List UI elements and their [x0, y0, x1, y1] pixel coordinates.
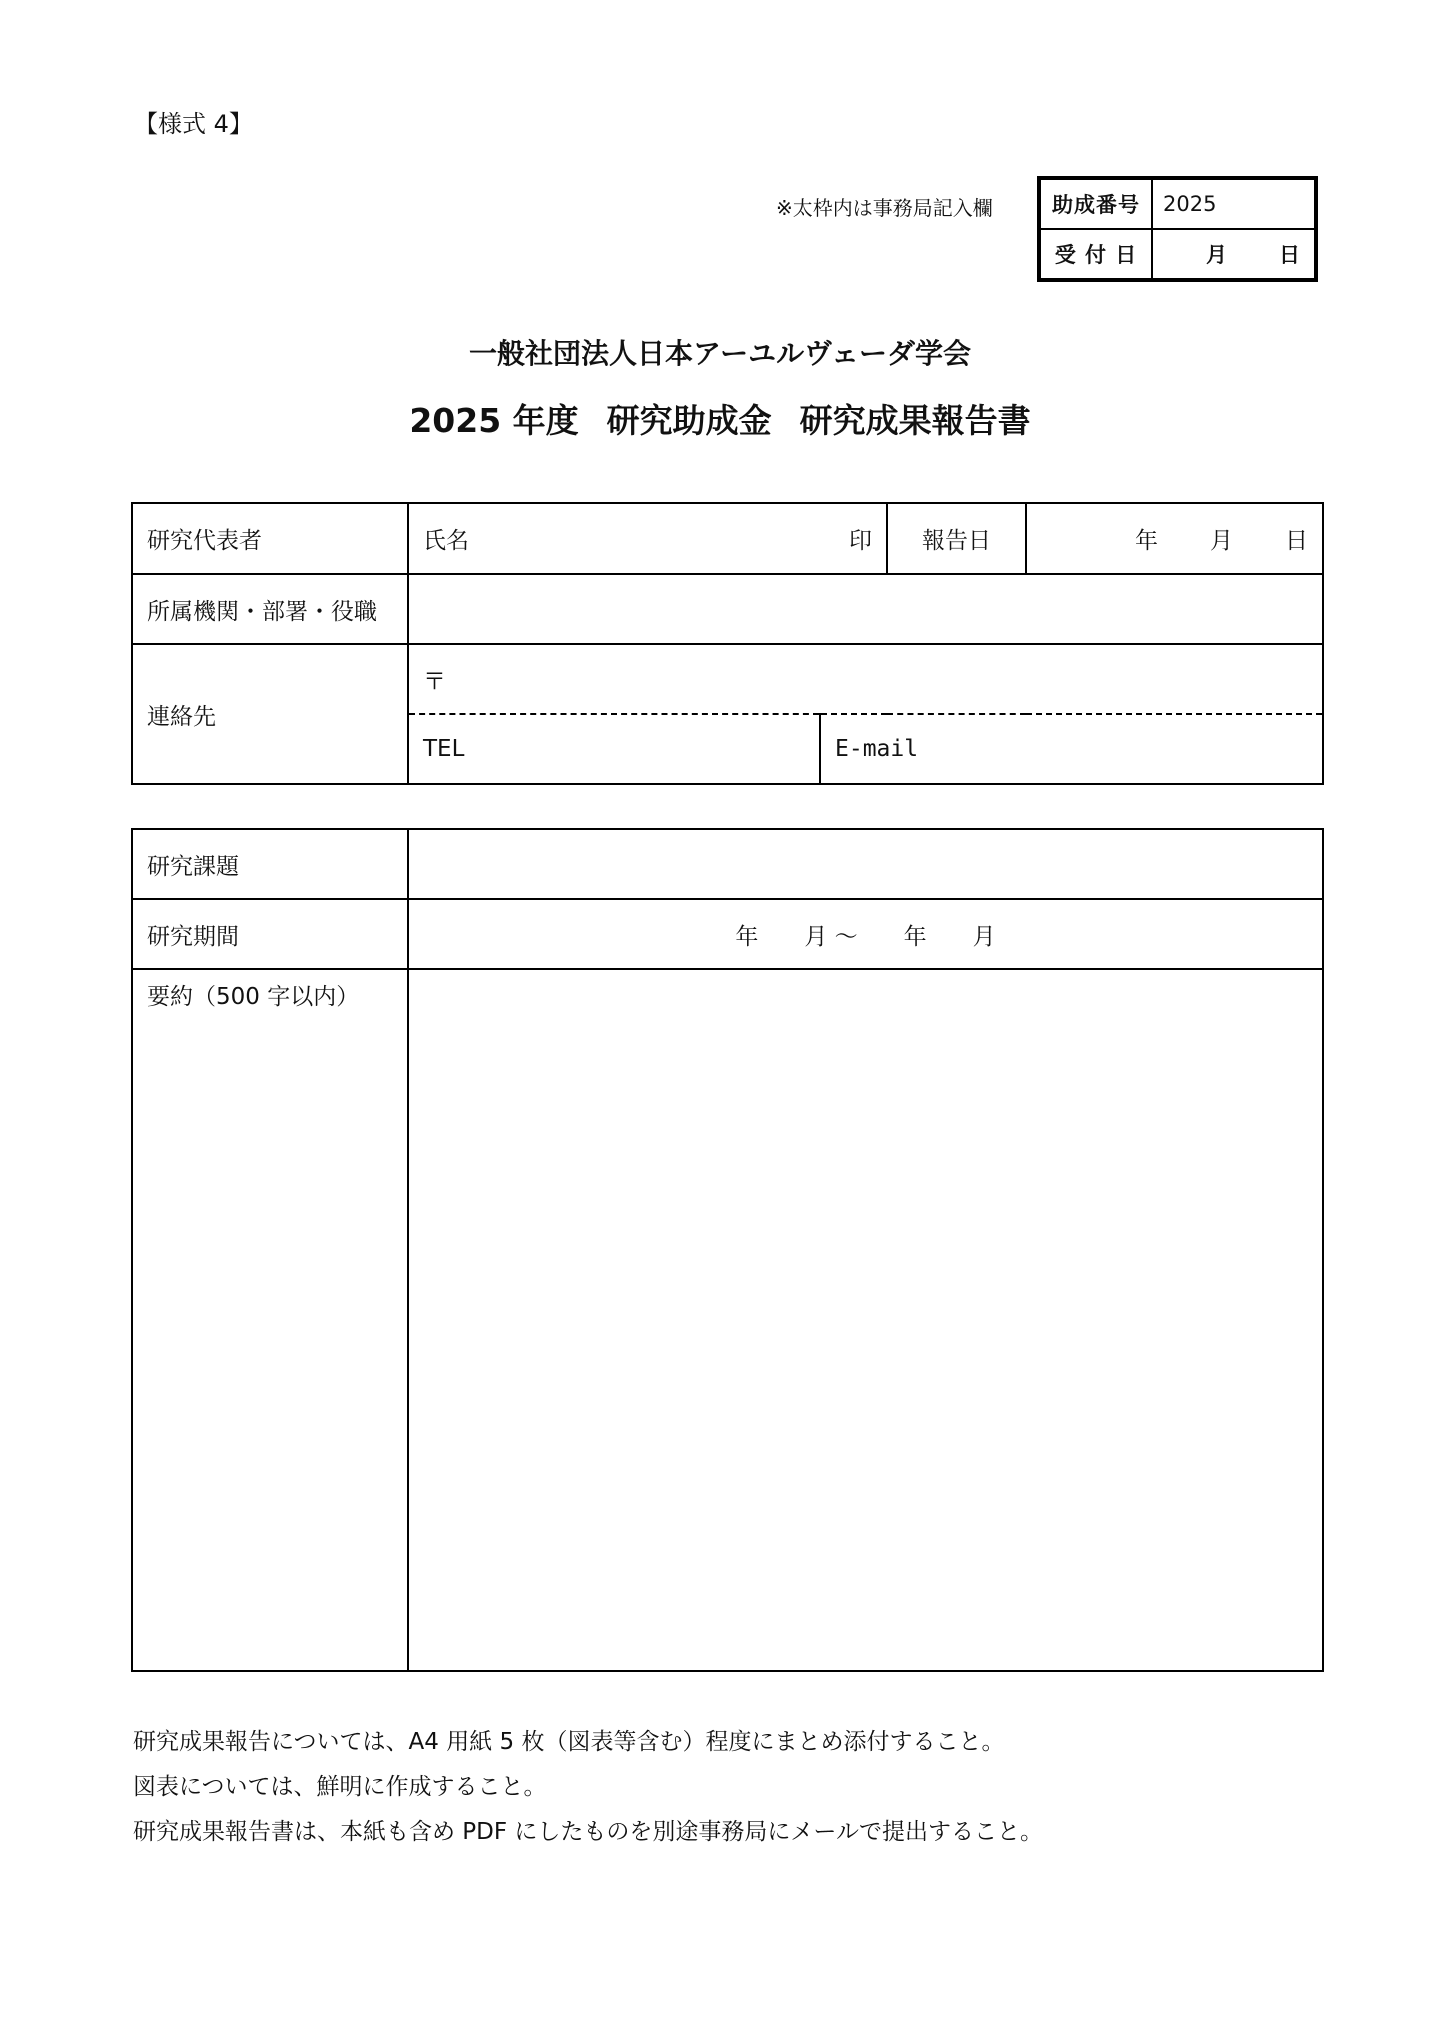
- report-date-label: 報告日: [887, 503, 1026, 574]
- contact-label: 連絡先: [132, 644, 408, 784]
- title-year: 2025 年度: [409, 401, 579, 440]
- affiliation-field[interactable]: [408, 574, 1323, 644]
- tel-label: TEL: [423, 736, 465, 762]
- organization-name: 一般社団法人日本アーユルヴェーダ学会: [468, 337, 972, 370]
- tel-field[interactable]: [408, 714, 820, 784]
- seal-mark: 印: [849, 528, 872, 554]
- title-grant: 研究助成金: [606, 401, 772, 440]
- received-date-field[interactable]: [1152, 229, 1316, 280]
- received-month-unit: 月: [1206, 243, 1227, 267]
- research-period-label: 研究期間: [132, 899, 408, 969]
- title-report: 研究成果報告書: [799, 401, 1031, 440]
- report-date-field[interactable]: [1026, 503, 1323, 574]
- instructions: [133, 1720, 1043, 1855]
- instruction-line: 研究成果報告については、A4 用紙 5 枚（図表等含む）程度にまとめ添付すること。: [133, 1729, 1005, 1755]
- postal-mark: 〒: [423, 668, 446, 695]
- representative-name-field[interactable]: [408, 503, 887, 574]
- report-date-year: 年: [1135, 528, 1158, 554]
- representative-label: 研究代表者: [132, 503, 408, 574]
- email-field[interactable]: [820, 714, 1323, 784]
- research-topic-field[interactable]: [408, 829, 1323, 899]
- research-info-table: [131, 828, 1324, 1672]
- document-title: [0, 395, 1440, 442]
- affiliation-label: 所属機関・部署・役職: [132, 574, 408, 644]
- name-label: 氏名: [423, 528, 469, 554]
- office-use-note: ※太枠内は事務局記入欄: [776, 196, 993, 220]
- address-field[interactable]: [408, 644, 1323, 714]
- form-number-label: 【様式 4】: [134, 110, 253, 138]
- research-topic-label: 研究課題: [132, 829, 408, 899]
- instruction-line: 研究成果報告書は、本紙も含め PDF にしたものを別途事務局にメールで提出すること。: [133, 1819, 1043, 1845]
- report-date-month: 月: [1210, 528, 1233, 554]
- grant-number-label: 助成番号: [1039, 178, 1152, 229]
- received-date-label: 受 付 日: [1039, 229, 1152, 280]
- applicant-info-table: [131, 502, 1324, 785]
- grant-number-field[interactable]: [1152, 178, 1316, 229]
- instruction-line: 図表については、鮮明に作成すること。: [133, 1774, 547, 1800]
- research-period-field[interactable]: [408, 899, 1323, 969]
- office-use-box: [1037, 176, 1318, 282]
- research-period-template: 年 月 ～ 年 月: [735, 923, 996, 950]
- email-label: E-mail: [835, 736, 919, 762]
- grant-number-value: 2025: [1163, 192, 1217, 216]
- summary-label: 要約（500 字以内）: [132, 969, 408, 1671]
- summary-field[interactable]: [408, 969, 1323, 1671]
- received-day-unit: 日: [1279, 243, 1300, 267]
- report-date-day: 日: [1285, 528, 1308, 554]
